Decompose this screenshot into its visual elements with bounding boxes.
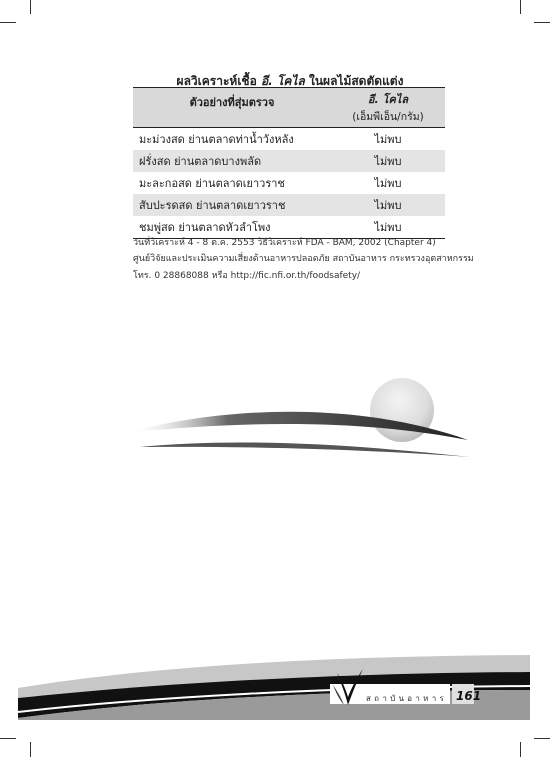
header-organism: อี. โคไล [367,93,409,106]
title-suffix: ในผลไม้สดตัดแต่ง [308,74,404,88]
result-cell: ไม่พบ [374,177,402,190]
result-cell: ไม่พบ [331,150,445,172]
result-cell: ไม่พบ [374,133,402,146]
analysis-note: วันที่วิเคราะห์ 4 - 8 ต.ค. 2553 วิธีวิเคราะห์ FDA - BAM, 2002 (Chapter 4) [133,238,436,248]
title-organism: อี. โคไล [260,74,305,88]
swoosh-thin [140,442,470,457]
contact-note: โทร. 0 28868088 หรือ http://fic.nfi.or.th/foodsafety/ [133,271,361,281]
sample-cell: มะม่วงสด ย่านตลาดท่าน้ำวังหลัง [139,133,294,146]
result-cell: ไม่พบ [331,194,445,216]
sample-cell: มะละกอสด ย่านตลาดเยาวราช [139,177,285,190]
institute-logo-icon [331,665,365,709]
source-note: ศูนย์วิจัยและประเมินความเสี่ยงด้านอาหารปลอดภัย สถาบันอาหาร กระทรวงอุตสาหกรรม [133,254,474,264]
header-sample: ตัวอย่างที่สุ่มตรวจ [133,88,331,128]
result-cell: ไม่พบ [331,216,445,239]
page-number: 161 [456,689,482,703]
sample-cell: ฝรั่งสด ย่านตลาดบางพลัด [133,150,331,172]
sample-cell: ชมพู่สด ย่านตลาดหัวลำโพง [133,216,331,239]
title-prefix: ผลวิเคราะห์เชื้อ [176,74,257,88]
footer-institute-label: สถาบันอาหาร [366,694,448,703]
header-unit: (เอ็มพีเอ็น/กรัม) [352,111,424,123]
sample-cell: สับปะรดสด ย่านตลาดเยาวราช [133,194,331,216]
